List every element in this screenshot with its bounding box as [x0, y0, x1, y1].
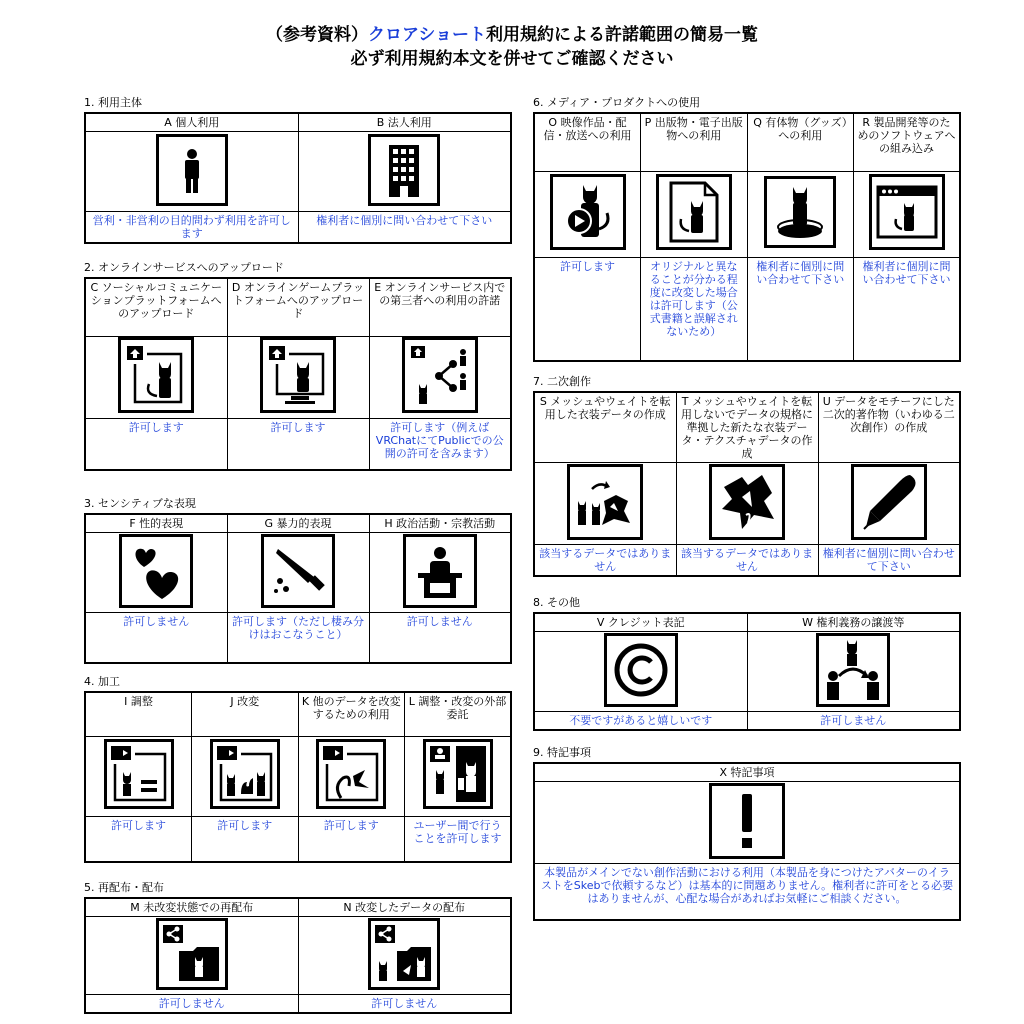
- share-third-party-icon: [402, 337, 478, 413]
- rules-table: [533, 762, 961, 921]
- rules-table: [533, 112, 961, 362]
- col-head-p: P 出版物・電子出版物への利用: [641, 113, 748, 171]
- video-icon: [550, 174, 626, 250]
- col-head-r: R 製品開発等のためのソフトウェアへの組み込み: [854, 113, 961, 171]
- col-head-f: F 性的表現: [85, 514, 227, 533]
- clothes-transfer-icon: [567, 464, 643, 540]
- section-redistribution: [84, 879, 512, 1014]
- outsource-icon: [423, 739, 493, 809]
- transfer-icon: [816, 633, 890, 707]
- col-head-d: D オンラインゲームプラットフォームへのアップロード: [227, 278, 369, 336]
- section-usage-subject: [84, 94, 512, 244]
- rules-table: [84, 277, 512, 471]
- rules-table: [533, 391, 961, 577]
- answer-g: 許可します（ただし棲み分けはおこなうこと）: [227, 613, 369, 663]
- podium-icon: [403, 534, 477, 608]
- answer-t: 該当するデータではありません: [676, 545, 818, 577]
- answer-o: 許可します: [534, 257, 641, 361]
- answer-h: 許可しません: [369, 613, 511, 663]
- page-title: （参考資料）クロアショート利用規約による許諾範囲の簡易一覧: [266, 25, 758, 45]
- data-modify-icon: [316, 739, 386, 809]
- col-head-j: J 改変: [192, 692, 299, 736]
- page-subtitle: 必ず利用規約本文を併せてご確認ください: [350, 49, 674, 69]
- clothes-icon: [709, 464, 785, 540]
- col-head-u: U データをモチーフにした二次的著作物（いわゆる二次創作）の作成: [818, 392, 960, 463]
- answer-p: オリジナルと異なることが分かる程度に改変した場合は許可します（公式書籍と誤解されないため）: [641, 257, 748, 361]
- section-title: 8. その他: [533, 596, 580, 609]
- person-icon: [156, 134, 228, 206]
- answer-e: 許可します（例えばVRChatにてPublicでの公開の許可を含みます）: [369, 418, 511, 470]
- answer-q: 権利者に個別に問い合わせて下さい: [747, 257, 854, 361]
- section-title: 4. 加工: [84, 675, 120, 688]
- col-head-w: W 権利義務の譲渡等: [747, 613, 960, 632]
- answer-i: 許可します: [85, 816, 192, 862]
- col-head-a: A 個人利用: [85, 113, 298, 132]
- building-icon: [368, 134, 440, 206]
- adjust-icon: [104, 739, 174, 809]
- section-media-products: [533, 94, 961, 362]
- answer-c: 許可します: [85, 418, 227, 470]
- col-head-s: S メッシュやウェイトを転用した衣装データの作成: [534, 392, 676, 463]
- answer-j: 許可します: [192, 816, 299, 862]
- col-head-h: H 政治活動・宗教活動: [369, 514, 511, 533]
- section-title: 9. 特記事項: [533, 746, 591, 759]
- answer-m: 許可しません: [85, 995, 298, 1014]
- section-title: 5. 再配布・配布: [84, 881, 164, 894]
- answer-s: 該当するデータではありません: [534, 545, 676, 577]
- modify-icon: [210, 739, 280, 809]
- answer-x: 本製品がメインでない創作活動における利用（本製品を身につけたアバターのイラストをSkebで依頼するなど）は基本的に問題ありません。権利者に許可をとる必要はありませんが、心配な場合があればお気軽にご相談ください。: [534, 864, 960, 920]
- answer-u: 権利者に個別に問い合わせて下さい: [818, 545, 960, 577]
- software-icon: [869, 174, 945, 250]
- copyright-icon: [604, 633, 678, 707]
- col-head-v: V クレジット表記: [534, 613, 747, 632]
- answer-k: 許可します: [298, 816, 405, 862]
- col-head-k: K 他のデータを改変するための利用: [298, 692, 405, 736]
- answer-l: ユーザー間で行うことを許可します: [405, 816, 512, 862]
- share-modified-icon: [368, 918, 440, 990]
- col-head-q: Q 有体物（グッズ）への利用: [747, 113, 854, 171]
- rules-table: [84, 112, 512, 244]
- col-head-x: X 特記事項: [534, 763, 960, 782]
- upload-social-icon: [118, 337, 194, 413]
- answer-v: 不要ですがあると嬉しいです: [534, 712, 747, 731]
- section-processing: [84, 673, 512, 863]
- publication-icon: [656, 174, 732, 250]
- answer-d: 許可します: [227, 418, 369, 470]
- section-online-upload: [84, 259, 512, 471]
- col-head-n: N 改変したデータの配布: [298, 898, 511, 917]
- section-sensitive: [84, 495, 512, 664]
- col-head-m: M 未改変状態での再配布: [85, 898, 298, 917]
- brand-name: クロアショート: [368, 25, 486, 45]
- goods-icon: [764, 176, 836, 248]
- section-other: [533, 594, 961, 731]
- rules-table: [84, 691, 512, 863]
- pen-icon: [851, 464, 927, 540]
- answer-r: 権利者に個別に問い合わせて下さい: [854, 257, 961, 361]
- rules-table: [533, 612, 961, 731]
- section-title: 7. 二次創作: [533, 375, 591, 388]
- answer-w: 許可しません: [747, 712, 960, 731]
- col-head-c: C ソーシャルコミュニケーションプラットフォームへのアップロード: [85, 278, 227, 336]
- col-head-b: B 法人利用: [298, 113, 511, 132]
- answer-a: 営利・非営利の目的問わず利用を許可します: [85, 212, 298, 244]
- knife-icon: [261, 534, 335, 608]
- upload-game-icon: [260, 337, 336, 413]
- answer-n: 許可しません: [298, 995, 511, 1014]
- col-head-e: E オンラインサービス内での第三者への利用の許諾: [369, 278, 511, 336]
- col-head-o: O 映像作品・配信・放送への利用: [534, 113, 641, 171]
- rules-table: [84, 513, 512, 664]
- col-head-t: T メッシュやウェイトを転用しないでデータの規格に準拠した新たな衣装データ・テクスチャデータの作成: [676, 392, 818, 463]
- section-title: 2. オンラインサービスへのアップロード: [84, 261, 284, 274]
- share-folder-icon: [156, 918, 228, 990]
- col-head-l: L 調整・改変の外部委託: [405, 692, 512, 736]
- rules-table: [84, 897, 512, 1014]
- section-title: 3. センシティブな表現: [84, 497, 196, 510]
- section-derivative-works: [533, 373, 961, 577]
- col-head-i: I 調整: [85, 692, 192, 736]
- answer-b: 権利者に個別に問い合わせて下さい: [298, 212, 511, 244]
- col-head-g: G 暴力的表現: [227, 514, 369, 533]
- exclamation-icon: [709, 783, 785, 859]
- section-title: 1. 利用主体: [84, 96, 142, 109]
- answer-f: 許可しません: [85, 613, 227, 663]
- hearts-icon: [119, 534, 193, 608]
- section-special-notes: [533, 744, 961, 921]
- section-title: 6. メディア・プロダクトへの使用: [533, 96, 701, 109]
